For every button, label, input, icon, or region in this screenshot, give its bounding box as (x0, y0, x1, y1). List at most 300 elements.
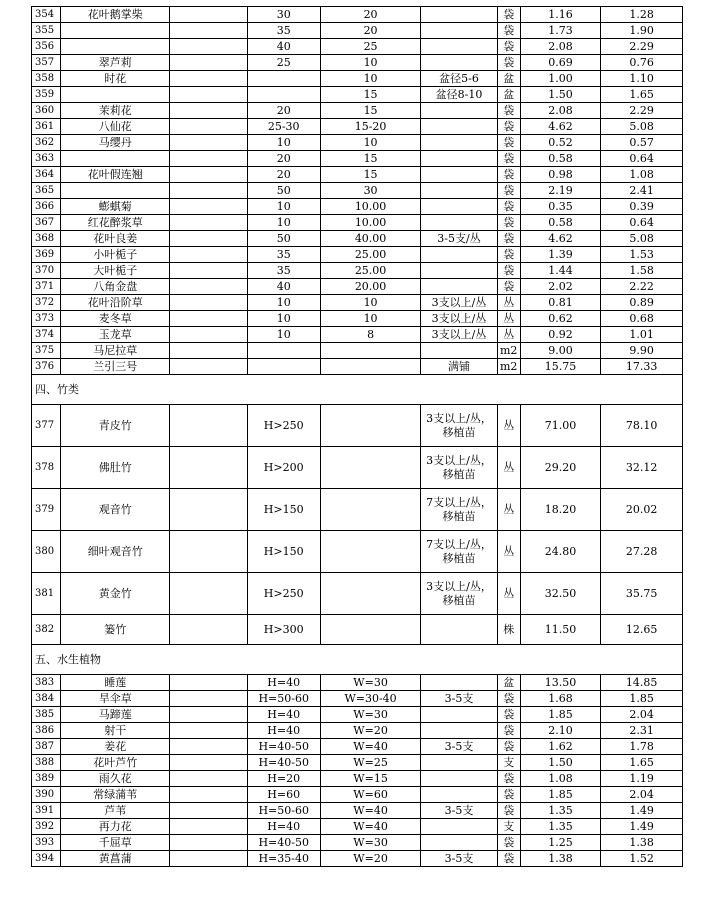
price-2: 0.89 (601, 295, 683, 311)
plant-name (61, 23, 170, 39)
row-number: 358 (32, 71, 61, 87)
height-spec: H=40 (247, 819, 320, 835)
price-2: 1.53 (601, 247, 683, 263)
spec-cell (170, 851, 247, 867)
row-number: 374 (32, 327, 61, 343)
row-number: 355 (32, 23, 61, 39)
plant-name: 篓竹 (61, 615, 170, 645)
unit: 盆 (497, 87, 520, 103)
row-number: 361 (32, 119, 61, 135)
price-2: 1.58 (601, 263, 683, 279)
remark: 7支以上/丛，移植苗 (421, 531, 497, 573)
price-1: 0.52 (520, 135, 601, 151)
plant-name: 八角金盘 (61, 279, 170, 295)
table-row (32, 691, 683, 707)
price-2: 32.12 (601, 447, 683, 489)
height-spec: 10 (247, 295, 320, 311)
price-1: 0.58 (520, 151, 601, 167)
remark: 3支以上/丛 (421, 295, 497, 311)
unit: 袋 (497, 787, 520, 803)
width-spec: 10.00 (320, 215, 420, 231)
price-1: 0.58 (520, 215, 601, 231)
table-row (32, 787, 683, 803)
table-row (32, 531, 683, 573)
plant-name: 观音竹 (61, 489, 170, 531)
width-spec: 30 (320, 183, 420, 199)
spec-cell (170, 247, 247, 263)
plant-name: 射干 (61, 723, 170, 739)
width-spec: 40.00 (320, 231, 420, 247)
width-spec: 25.00 (320, 247, 420, 263)
price-1: 0.81 (520, 295, 601, 311)
remark: 3支以上/丛 (421, 311, 497, 327)
plant-name: 翠芦莉 (61, 55, 170, 71)
plant-name: 芦苇 (61, 803, 170, 819)
plant-name: 雨久花 (61, 771, 170, 787)
height-spec: 20 (247, 151, 320, 167)
width-spec: 15 (320, 103, 420, 119)
price-1: 0.35 (520, 199, 601, 215)
unit: 袋 (497, 803, 520, 819)
width-spec: W=30 (320, 675, 420, 691)
price-2: 12.65 (601, 615, 683, 645)
table-row (32, 803, 683, 819)
plant-name: 马缨丹 (61, 135, 170, 151)
price-1: 15.75 (520, 359, 601, 375)
width-spec: 10 (320, 55, 420, 71)
spec-cell (170, 7, 247, 23)
price-2: 0.76 (601, 55, 683, 71)
row-number: 382 (32, 615, 61, 645)
row-number: 373 (32, 311, 61, 327)
height-spec: 50 (247, 231, 320, 247)
price-1: 0.92 (520, 327, 601, 343)
row-number: 377 (32, 405, 61, 447)
row-number: 372 (32, 295, 61, 311)
row-number: 378 (32, 447, 61, 489)
plant-name: 姜花 (61, 739, 170, 755)
height-spec: 20 (247, 167, 320, 183)
width-spec: 10 (320, 135, 420, 151)
height-spec: H>300 (247, 615, 320, 645)
price-2: 0.57 (601, 135, 683, 151)
plant-name: 红花醉浆草 (61, 215, 170, 231)
remark (421, 771, 497, 787)
table-row (32, 199, 683, 215)
price-2: 0.64 (601, 151, 683, 167)
plant-name: 兰引三号 (61, 359, 170, 375)
plant-name: 大叶栀子 (61, 263, 170, 279)
price-1: 1.85 (520, 787, 601, 803)
width-spec: 25.00 (320, 263, 420, 279)
remark: 3支以上/丛，移植苗 (421, 447, 497, 489)
table-row (32, 405, 683, 447)
height-spec: 20 (247, 103, 320, 119)
plant-name: 花叶芦竹 (61, 755, 170, 771)
price-1: 11.50 (520, 615, 601, 645)
remark: 盆径5-6 (421, 71, 497, 87)
spec-cell (170, 691, 247, 707)
remark (421, 39, 497, 55)
price-1: 1.50 (520, 87, 601, 103)
table-row (32, 723, 683, 739)
price-2: 2.04 (601, 707, 683, 723)
spec-cell (170, 755, 247, 771)
height-spec: 35 (247, 23, 320, 39)
remark (421, 23, 497, 39)
remark (421, 787, 497, 803)
width-spec: 10.00 (320, 199, 420, 215)
unit: 袋 (497, 723, 520, 739)
height-spec: H=50-60 (247, 803, 320, 819)
width-spec: 15 (320, 87, 420, 103)
row-number: 362 (32, 135, 61, 151)
price-1: 1.38 (520, 851, 601, 867)
price-table (31, 6, 683, 867)
plant-name: 时花 (61, 71, 170, 87)
price-2: 1.38 (601, 835, 683, 851)
plant-name: 蟛蜞菊 (61, 199, 170, 215)
height-spec: 40 (247, 279, 320, 295)
width-spec: 10 (320, 311, 420, 327)
remark: 7支以上/丛，移植苗 (421, 489, 497, 531)
plant-name: 青皮竹 (61, 405, 170, 447)
unit: 盆 (497, 675, 520, 691)
price-1: 2.10 (520, 723, 601, 739)
width-spec: 15 (320, 151, 420, 167)
height-spec: H=40 (247, 707, 320, 723)
price-2: 17.33 (601, 359, 683, 375)
row-number: 379 (32, 489, 61, 531)
width-spec (320, 573, 420, 615)
height-spec: 10 (247, 135, 320, 151)
height-spec: 10 (247, 199, 320, 215)
unit: m2 (497, 343, 520, 359)
row-number: 380 (32, 531, 61, 573)
price-1: 32.50 (520, 573, 601, 615)
spec-cell (170, 87, 247, 103)
price-2: 1.78 (601, 739, 683, 755)
height-spec: 40 (247, 39, 320, 55)
price-2: 2.41 (601, 183, 683, 199)
remark (421, 119, 497, 135)
width-spec: 20.00 (320, 279, 420, 295)
remark (421, 55, 497, 71)
plant-name: 黄金竹 (61, 573, 170, 615)
remark (421, 151, 497, 167)
price-2: 2.22 (601, 279, 683, 295)
price-2: 27.28 (601, 531, 683, 573)
width-spec: 20 (320, 7, 420, 23)
unit: m2 (497, 359, 520, 375)
remark: 3-5支 (421, 851, 497, 867)
price-1: 4.62 (520, 119, 601, 135)
table-row (32, 55, 683, 71)
price-1: 13.50 (520, 675, 601, 691)
remark (421, 103, 497, 119)
price-1: 1.73 (520, 23, 601, 39)
price-2: 20.02 (601, 489, 683, 531)
row-number: 383 (32, 675, 61, 691)
row-number: 366 (32, 199, 61, 215)
price-1: 4.62 (520, 231, 601, 247)
width-spec: W=30 (320, 707, 420, 723)
height-spec: H=35-40 (247, 851, 320, 867)
spec-cell (170, 447, 247, 489)
price-1: 2.19 (520, 183, 601, 199)
remark: 满铺 (421, 359, 497, 375)
unit: 丛 (497, 489, 520, 531)
price-1: 1.62 (520, 739, 601, 755)
unit: 袋 (497, 7, 520, 23)
price-2: 0.39 (601, 199, 683, 215)
spec-cell (170, 103, 247, 119)
price-2: 1.10 (601, 71, 683, 87)
unit: 株 (497, 615, 520, 645)
table-row (32, 7, 683, 23)
width-spec: W=40 (320, 739, 420, 755)
height-spec: H=40 (247, 723, 320, 739)
unit: 袋 (497, 247, 520, 263)
price-2: 2.04 (601, 787, 683, 803)
row-number: 360 (32, 103, 61, 119)
price-2: 1.49 (601, 819, 683, 835)
row-number: 386 (32, 723, 61, 739)
width-spec (320, 405, 420, 447)
row-number: 363 (32, 151, 61, 167)
height-spec: 25 (247, 55, 320, 71)
unit: 丛 (497, 573, 520, 615)
row-number: 391 (32, 803, 61, 819)
price-2: 2.29 (601, 103, 683, 119)
table-row (32, 119, 683, 135)
row-number: 354 (32, 7, 61, 23)
price-1: 1.44 (520, 263, 601, 279)
height-spec (247, 343, 320, 359)
row-number: 369 (32, 247, 61, 263)
height-spec: 10 (247, 215, 320, 231)
row-number: 371 (32, 279, 61, 295)
row-number: 381 (32, 573, 61, 615)
spec-cell (170, 167, 247, 183)
height-spec: H=40-50 (247, 739, 320, 755)
spec-cell (170, 819, 247, 835)
price-2: 0.68 (601, 311, 683, 327)
table-row (32, 343, 683, 359)
spec-cell (170, 231, 247, 247)
width-spec: W=25 (320, 755, 420, 771)
price-1: 0.62 (520, 311, 601, 327)
spec-cell (170, 135, 247, 151)
price-2: 2.31 (601, 723, 683, 739)
remark (421, 183, 497, 199)
height-spec: 25-30 (247, 119, 320, 135)
section-row (32, 645, 683, 675)
table-row (32, 231, 683, 247)
height-spec: 10 (247, 311, 320, 327)
row-number: 357 (32, 55, 61, 71)
spec-cell (170, 803, 247, 819)
spec-cell (170, 615, 247, 645)
remark (421, 755, 497, 771)
table-body (32, 7, 683, 867)
unit: 袋 (497, 55, 520, 71)
table-row (32, 771, 683, 787)
plant-name: 花叶良姜 (61, 231, 170, 247)
section-title: 四、竹类 (32, 375, 683, 405)
unit: 丛 (497, 311, 520, 327)
height-spec: H=40 (247, 675, 320, 691)
height-spec: H=40-50 (247, 835, 320, 851)
price-2: 1.65 (601, 755, 683, 771)
plant-name: 花叶鹅掌柴 (61, 7, 170, 23)
plant-name: 马尼拉草 (61, 343, 170, 359)
table-row (32, 573, 683, 615)
row-number: 376 (32, 359, 61, 375)
height-spec: H=60 (247, 787, 320, 803)
unit: 袋 (497, 739, 520, 755)
row-number: 368 (32, 231, 61, 247)
height-spec: H>150 (247, 531, 320, 573)
price-2: 2.29 (601, 39, 683, 55)
width-spec: W=40 (320, 803, 420, 819)
plant-name: 黄菖蒲 (61, 851, 170, 867)
plant-name (61, 151, 170, 167)
unit: 袋 (497, 183, 520, 199)
plant-name: 茉莉花 (61, 103, 170, 119)
price-1: 1.85 (520, 707, 601, 723)
plant-name: 睡莲 (61, 675, 170, 691)
height-spec: H=40-50 (247, 755, 320, 771)
plant-name: 旱伞草 (61, 691, 170, 707)
spec-cell (170, 199, 247, 215)
price-1: 71.00 (520, 405, 601, 447)
price-1: 0.69 (520, 55, 601, 71)
table-row (32, 39, 683, 55)
spec-cell (170, 489, 247, 531)
price-1: 29.20 (520, 447, 601, 489)
remark (421, 675, 497, 691)
price-2: 9.90 (601, 343, 683, 359)
plant-name: 马蹄莲 (61, 707, 170, 723)
height-spec: 50 (247, 183, 320, 199)
remark: 盆径8-10 (421, 87, 497, 103)
spec-cell (170, 771, 247, 787)
height-spec: 10 (247, 327, 320, 343)
unit: 袋 (497, 279, 520, 295)
table-row (32, 279, 683, 295)
price-1: 1.50 (520, 755, 601, 771)
price-2: 1.90 (601, 23, 683, 39)
plant-name: 玉龙草 (61, 327, 170, 343)
width-spec: W=30-40 (320, 691, 420, 707)
unit: 支 (497, 819, 520, 835)
table-row (32, 819, 683, 835)
plant-name: 小叶栀子 (61, 247, 170, 263)
height-spec: H>200 (247, 447, 320, 489)
plant-name (61, 87, 170, 103)
spec-cell (170, 263, 247, 279)
width-spec: 25 (320, 39, 420, 55)
spec-cell (170, 343, 247, 359)
price-1: 0.98 (520, 167, 601, 183)
spec-cell (170, 787, 247, 803)
plant-name (61, 183, 170, 199)
spec-cell (170, 39, 247, 55)
remark (421, 247, 497, 263)
remark (421, 343, 497, 359)
spec-cell (170, 675, 247, 691)
spec-cell (170, 295, 247, 311)
price-1: 1.25 (520, 835, 601, 851)
height-spec (247, 359, 320, 375)
height-spec: H>250 (247, 405, 320, 447)
width-spec (320, 343, 420, 359)
spec-cell (170, 723, 247, 739)
price-2: 1.28 (601, 7, 683, 23)
unit: 袋 (497, 119, 520, 135)
unit: 袋 (497, 39, 520, 55)
row-number: 370 (32, 263, 61, 279)
width-spec (320, 447, 420, 489)
plant-name: 常绿蒲苇 (61, 787, 170, 803)
unit: 袋 (497, 691, 520, 707)
row-number: 375 (32, 343, 61, 359)
height-spec: H>150 (247, 489, 320, 531)
unit: 袋 (497, 199, 520, 215)
width-spec: W=40 (320, 819, 420, 835)
height-spec (247, 71, 320, 87)
price-1: 1.16 (520, 7, 601, 23)
remark (421, 135, 497, 151)
price-1: 1.35 (520, 803, 601, 819)
price-1: 9.00 (520, 343, 601, 359)
price-2: 0.64 (601, 215, 683, 231)
width-spec: 8 (320, 327, 420, 343)
row-number: 394 (32, 851, 61, 867)
price-2: 1.85 (601, 691, 683, 707)
unit: 袋 (497, 263, 520, 279)
spec-cell (170, 531, 247, 573)
height-spec: H=20 (247, 771, 320, 787)
plant-name: 麦冬草 (61, 311, 170, 327)
plant-name: 花叶假连翘 (61, 167, 170, 183)
table-row (32, 263, 683, 279)
price-2: 1.65 (601, 87, 683, 103)
row-number: 388 (32, 755, 61, 771)
unit: 袋 (497, 771, 520, 787)
table-row (32, 359, 683, 375)
price-2: 5.08 (601, 231, 683, 247)
table-row (32, 675, 683, 691)
row-number: 359 (32, 87, 61, 103)
price-1: 1.68 (520, 691, 601, 707)
price-1: 18.20 (520, 489, 601, 531)
width-spec (320, 359, 420, 375)
unit: 盆 (497, 71, 520, 87)
price-1: 24.80 (520, 531, 601, 573)
width-spec (320, 531, 420, 573)
row-number: 393 (32, 835, 61, 851)
table-row (32, 447, 683, 489)
unit: 袋 (497, 167, 520, 183)
unit: 袋 (497, 851, 520, 867)
price-1: 1.08 (520, 771, 601, 787)
width-spec: W=20 (320, 851, 420, 867)
table-row (32, 135, 683, 151)
width-spec (320, 489, 420, 531)
spec-cell (170, 707, 247, 723)
